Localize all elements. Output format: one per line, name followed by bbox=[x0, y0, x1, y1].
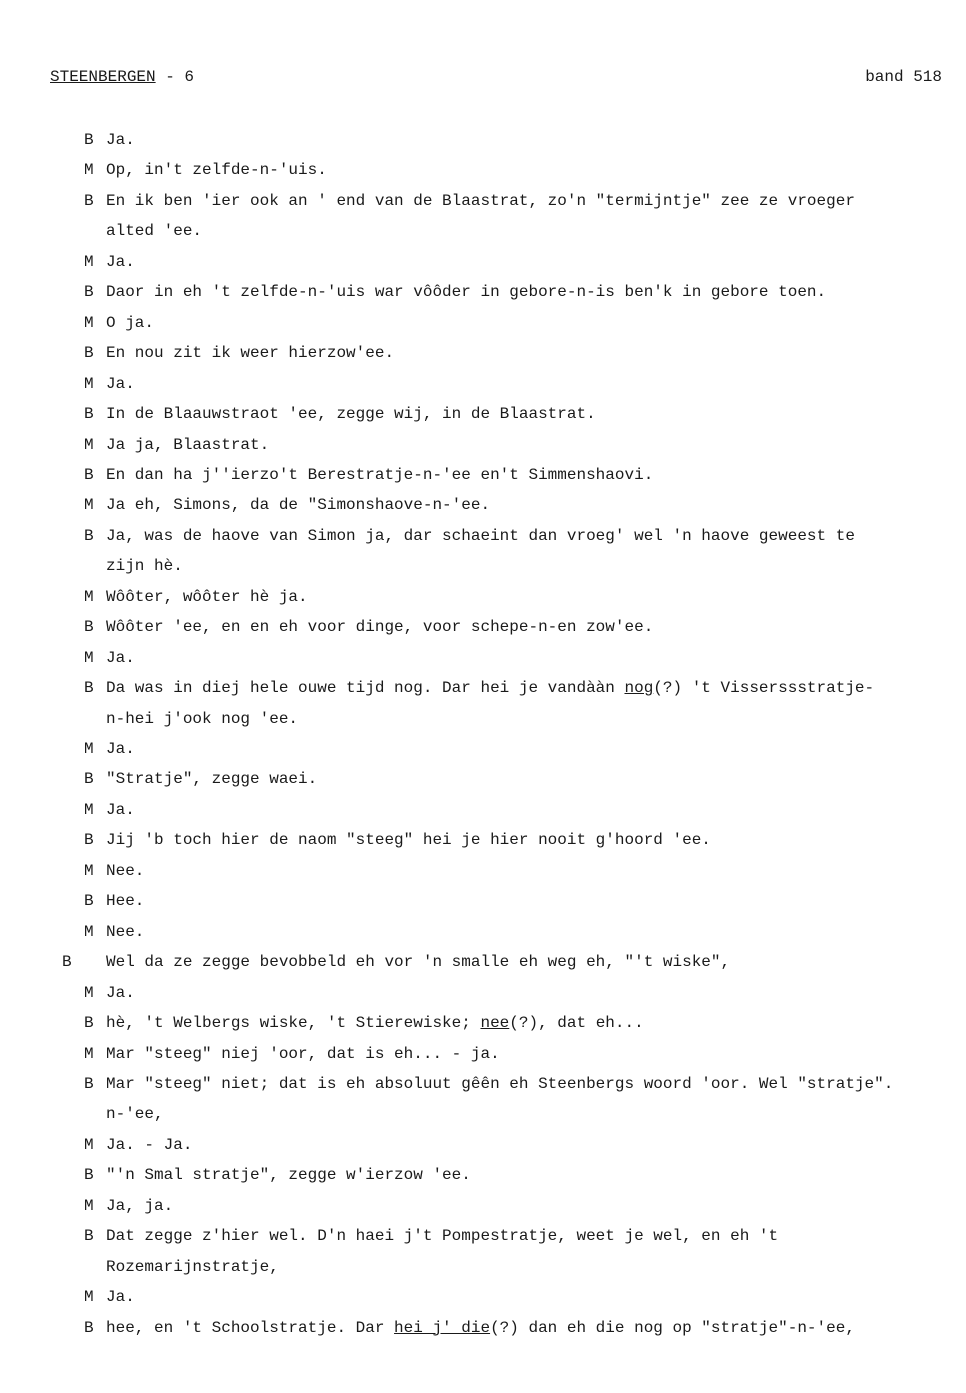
utterance-text bbox=[106, 221, 202, 241]
uncertain-word: nee bbox=[480, 1014, 510, 1033]
utterance-text bbox=[106, 983, 135, 1003]
utterance-segment: Ja, ja. bbox=[106, 1196, 174, 1215]
speaker-label: M bbox=[84, 861, 94, 880]
utterance-text bbox=[106, 1074, 893, 1094]
utterance-segment: n-hei j'ook nog 'ee. bbox=[106, 709, 299, 728]
page-number: - 6 bbox=[155, 68, 195, 86]
utterance-text bbox=[106, 1257, 279, 1277]
utterance-segment: Ja, was de haove van Simon ja, dar schaeint dan vroeg' wel 'n haove geweest te bbox=[106, 526, 855, 545]
speaker-label: B bbox=[84, 526, 94, 545]
utterance-segment: zijn hè. bbox=[106, 557, 183, 576]
utterance-segment: Jij 'b toch hier de naom "steeg" hei je hier nooit g'hoord 'ee. bbox=[106, 831, 711, 850]
speaker-label: M bbox=[84, 800, 94, 819]
utterance-segment: Ja. bbox=[106, 983, 135, 1002]
speaker-label: M bbox=[84, 587, 94, 606]
speaker-label: M bbox=[84, 983, 94, 1002]
speaker-label: M bbox=[84, 648, 94, 667]
speaker-label: M bbox=[84, 252, 94, 271]
utterance-segment: Ja. bbox=[106, 800, 135, 819]
utterance-segment: Ja. bbox=[106, 374, 135, 393]
utterance-segment: Dat zegge z'hier wel. D'n haei j't Pompestratje, weet je wel, en eh 't bbox=[106, 1227, 779, 1246]
utterance-text bbox=[106, 891, 144, 911]
utterance-segment: (?), dat eh... bbox=[509, 1014, 644, 1033]
utterance-segment: Ja eh, Simons, da de "Simonshaove-n-'ee. bbox=[106, 496, 491, 515]
page-header-left bbox=[50, 68, 194, 86]
speaker-label: M bbox=[84, 313, 94, 332]
utterance-text bbox=[106, 739, 135, 759]
utterance-text bbox=[106, 952, 730, 972]
place-name: STEENBERGEN bbox=[50, 68, 156, 86]
tape-number: band 518 bbox=[865, 68, 942, 86]
utterance-text bbox=[106, 313, 154, 333]
utterance-segment: Ja. bbox=[106, 1288, 135, 1307]
utterance-text bbox=[106, 769, 317, 789]
uncertain-word: hei j' die bbox=[394, 1318, 491, 1337]
utterance-segment: "Stratje", zegge waei. bbox=[106, 770, 318, 789]
utterance-segment: En nou zit ik weer hierzow'ee. bbox=[106, 344, 395, 363]
utterance-segment: Ja. bbox=[106, 648, 135, 667]
utterance-segment: Ja ja, Blaastrat. bbox=[106, 435, 270, 454]
utterance-text bbox=[106, 648, 135, 668]
speaker-label: B bbox=[84, 465, 94, 484]
utterance-segment: In de Blaauwstraot 'ee, zegge wij, in de Blaastrat. bbox=[106, 405, 596, 424]
speaker-label: B bbox=[84, 405, 94, 424]
utterance-segment: hee, en 't Schoolstratje. Dar bbox=[106, 1318, 395, 1337]
speaker-label: B bbox=[84, 283, 94, 302]
utterance-text bbox=[106, 1104, 164, 1124]
utterance-text bbox=[106, 435, 269, 455]
utterance-segment: En dan ha j''ierzo't Berestratje-n-'ee en't Simmenshaovi. bbox=[106, 465, 654, 484]
utterance-text bbox=[106, 191, 855, 211]
speaker-label: M bbox=[84, 922, 94, 941]
speaker-label: M bbox=[84, 374, 94, 393]
uncertain-word: nog bbox=[624, 679, 654, 698]
speaker-label: B bbox=[84, 1318, 94, 1337]
utterance-segment: n-'ee, bbox=[106, 1105, 164, 1124]
speaker-label: B bbox=[84, 770, 94, 789]
utterance-text bbox=[106, 1287, 135, 1307]
utterance-segment: hè, 't Welbergs wiske, 't Stierewiske; bbox=[106, 1014, 481, 1033]
utterance-segment: Ja. bbox=[106, 252, 135, 271]
speaker-label: B bbox=[84, 892, 94, 911]
speaker-label: B bbox=[84, 679, 94, 698]
utterance-segment: Wôôter 'ee, en en eh voor dinge, voor schepe-n-en zow'ee. bbox=[106, 618, 654, 637]
utterance-text bbox=[106, 709, 298, 729]
utterance-text bbox=[106, 404, 596, 424]
utterance-segment: Hee. bbox=[106, 892, 145, 911]
speaker-label: B bbox=[84, 344, 94, 363]
utterance-text bbox=[106, 343, 394, 363]
utterance-segment: Rozemarijnstratje, bbox=[106, 1257, 279, 1276]
utterance-segment: Wôôter, wôôter hè ja. bbox=[106, 587, 308, 606]
utterance-text bbox=[106, 1135, 192, 1155]
utterance-segment: "'n Smal stratje", zegge w'ierzow 'ee. bbox=[106, 1166, 471, 1185]
utterance-segment: Mar "steeg" niej 'oor, dat is eh... - ja. bbox=[106, 1044, 500, 1063]
utterance-text bbox=[106, 556, 183, 576]
speaker-label: M bbox=[84, 1196, 94, 1215]
utterance-segment: Nee. bbox=[106, 922, 145, 941]
utterance-segment: O ja. bbox=[106, 313, 155, 332]
utterance-segment: Daor in eh 't zelfde-n-'uis war vôôder in gebore-n-is ben'k in gebore toen. bbox=[106, 283, 827, 302]
speaker-label: B bbox=[84, 618, 94, 637]
speaker-label: B bbox=[62, 953, 72, 972]
utterance-text bbox=[106, 617, 653, 637]
utterance-segment: Nee. bbox=[106, 861, 145, 880]
utterance-segment: (?) 't Visserssstratje- bbox=[653, 679, 875, 698]
utterance-text bbox=[106, 282, 826, 302]
utterance-segment: (?) dan eh die nog op "stratje"-n-'ee, bbox=[490, 1318, 855, 1337]
utterance-text bbox=[106, 130, 135, 150]
speaker-label: M bbox=[84, 1288, 94, 1307]
speaker-label: M bbox=[84, 496, 94, 515]
utterance-text bbox=[106, 1165, 471, 1185]
speaker-label: B bbox=[84, 1014, 94, 1033]
utterance-text bbox=[106, 830, 711, 850]
utterance-text bbox=[106, 495, 490, 515]
utterance-text bbox=[106, 1013, 644, 1033]
utterance-segment: Da was in diej hele ouwe tijd nog. Dar hei je vandààn bbox=[106, 679, 625, 698]
speaker-label: M bbox=[84, 435, 94, 454]
utterance-text bbox=[106, 1226, 778, 1246]
utterance-text bbox=[106, 1044, 500, 1064]
utterance-text bbox=[106, 922, 144, 942]
utterance-segment: Ja. bbox=[106, 131, 135, 149]
speaker-label: B bbox=[84, 1074, 94, 1093]
utterance-segment: alted 'ee. bbox=[106, 222, 203, 241]
utterance-text bbox=[106, 374, 135, 394]
utterance-text bbox=[106, 800, 135, 820]
speaker-label: M bbox=[84, 161, 94, 180]
speaker-label: B bbox=[84, 831, 94, 850]
utterance-segment: Mar "steeg" niet; dat is eh absoluut gêên eh Steenbergs woord 'oor. Wel "stratje". bbox=[106, 1074, 894, 1093]
utterance-text bbox=[106, 587, 308, 607]
speaker-label: M bbox=[84, 1135, 94, 1154]
utterance-text bbox=[106, 861, 144, 881]
utterance-segment: En ik ben 'ier ook an ' end van de Blaastrat, zo'n "termijntje" zee ze vroeger bbox=[106, 191, 855, 210]
speaker-label: B bbox=[84, 1227, 94, 1246]
speaker-label: B bbox=[84, 131, 94, 149]
utterance-text bbox=[106, 526, 855, 546]
utterance-text bbox=[106, 1196, 173, 1216]
utterance-segment: Ja. bbox=[106, 740, 135, 758]
speaker-label: B bbox=[84, 191, 94, 210]
utterance-text bbox=[106, 160, 327, 180]
utterance-text bbox=[106, 678, 874, 698]
utterance-segment: Op, in't zelfde-n-'uis. bbox=[106, 161, 327, 180]
speaker-label: B bbox=[84, 1166, 94, 1185]
utterance-text bbox=[106, 252, 135, 272]
speaker-label: M bbox=[84, 1044, 94, 1063]
speaker-label: M bbox=[84, 740, 94, 758]
utterance-text bbox=[106, 465, 653, 485]
utterance-segment: Ja. - Ja. bbox=[106, 1135, 193, 1154]
utterance-text bbox=[106, 1318, 855, 1338]
utterance-segment: Wel da ze zegge bevobbeld eh vor 'n smalle eh weg eh, "'t wiske", bbox=[106, 953, 731, 972]
